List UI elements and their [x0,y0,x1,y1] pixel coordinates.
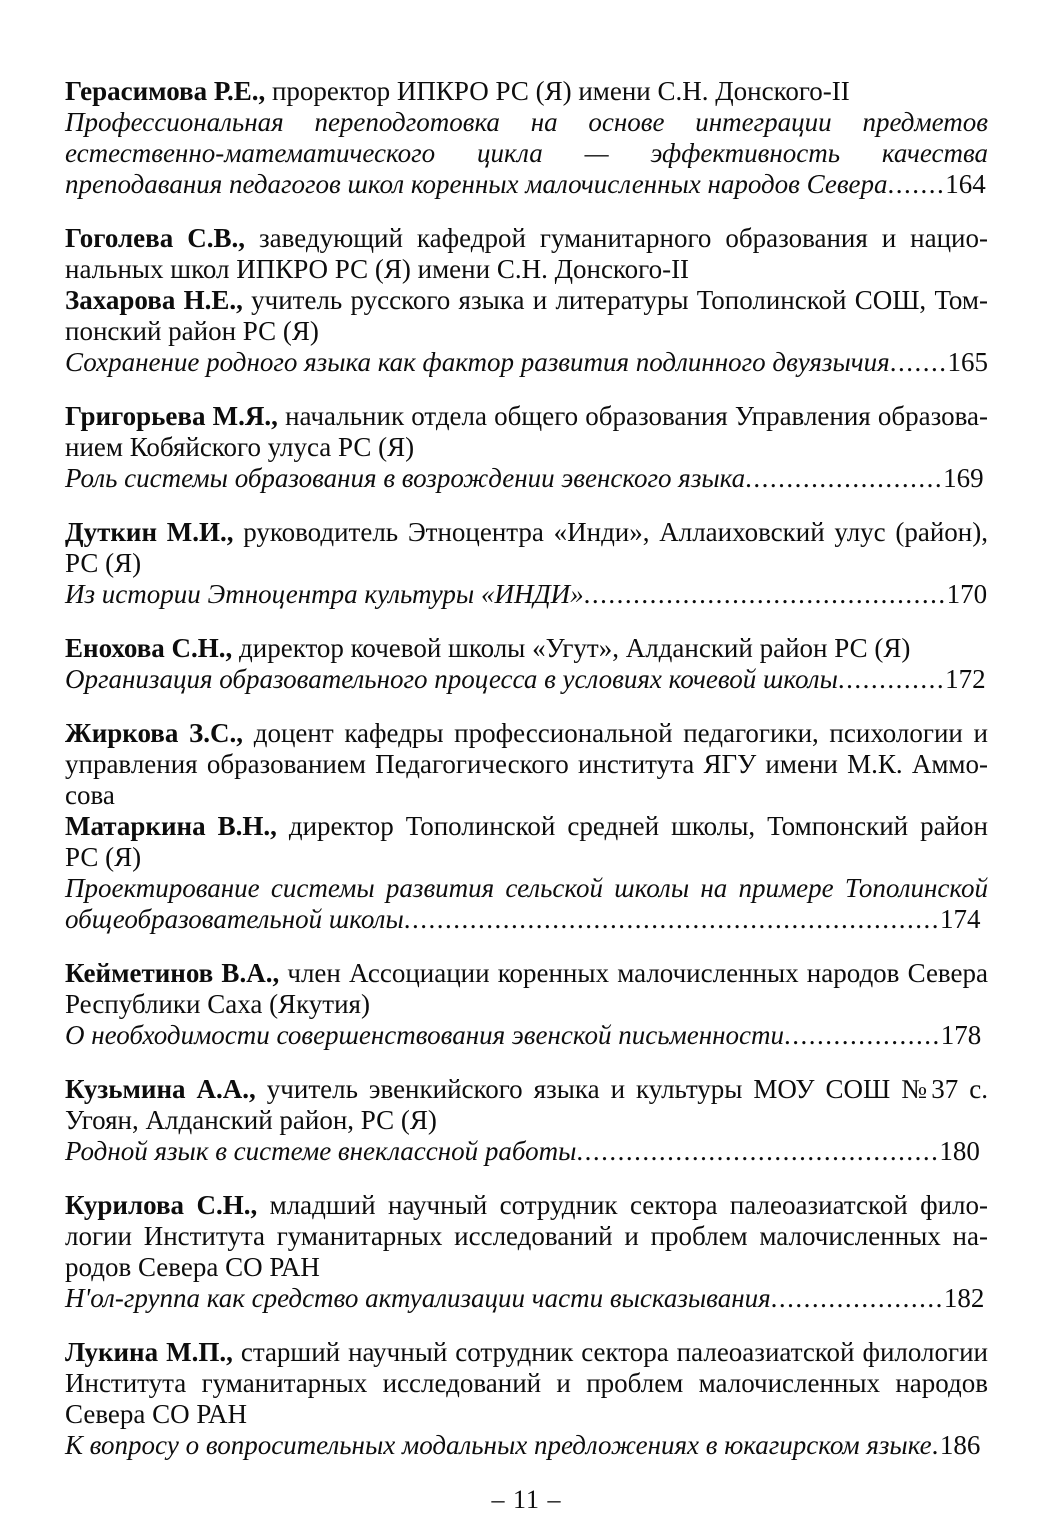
entry-title-line [65,579,988,610]
author-role: начальник отдела общего образования Управления образованием Кобяйского улуса РС (Я) [65,401,988,462]
entry-page-number: 165 [947,347,988,377]
author-name: Григорьева М.Я., [65,401,278,431]
author-role: старший научный сотрудник сектора палеоазиатской филологии Института гуманитарных исследований и проблем малочисленных народов Севера СО РАН [65,1337,988,1429]
entry-page-number: 186 [939,1430,981,1460]
author-name: Захарова Н.Е., [65,285,243,315]
author-name: Дуткин М.И., [65,517,234,547]
author-line [65,811,988,873]
author-line [65,517,988,579]
entry-title: Организация образовательного процесса в условиях кочевой школы [65,664,838,694]
dot-leader: ..................... [770,1283,944,1313]
toc-entry [65,1337,988,1461]
entry-title: Роль системы образования в возрождении эвенского языка [65,463,746,493]
author-line [65,633,988,664]
author-line [65,223,988,285]
author-role: проректор ИПКРО РС (Я) имени С.Н. Донского-II [265,76,850,106]
dot-leader: ........................ [745,463,944,493]
toc-entry [65,401,988,494]
dot-leader: ................................................................. [403,904,940,934]
author-line [65,718,988,811]
dot-leader: ............................................ [576,1136,940,1166]
entry-page-number: 182 [943,1283,985,1313]
author-name: Лукина М.П., [65,1337,233,1367]
author-role: заведующий кафедрой гуманитарного образования и национальных школ ИПКРО РС (Я) имени С.Н. Донского-II [65,223,989,284]
toc-entry [65,517,988,610]
entry-title: Из истории Этноцентра культуры «ИНДИ» [65,579,584,609]
author-name: Енохова С.Н., [65,633,233,663]
entry-title: Профессиональная переподготовка на основе интеграции предметов естественно-математического цикла — эффективность качества преподавания педагогов школ коренных малочисленных народов Севера [65,107,988,199]
dot-leader: ................... [783,1020,941,1050]
entry-page-number: 164 [945,169,986,199]
author-name: Гоголева С.В., [65,223,245,253]
toc-entry [65,718,988,935]
toc-entry [65,76,988,200]
author-role: руководитель Этноцентра «Инди», Аллаиховский улус (район), РС (Я) [65,517,988,578]
entry-page-number: 178 [940,1020,982,1050]
author-role: учитель эвенкийского языка и культуры МОУ СОШ №37 с. Угоян, Алданский район, РС (Я) [65,1074,988,1135]
author-name: Кейметинов В.А., [65,958,280,988]
author-line [65,1190,988,1283]
author-name: Курилова С.Н., [65,1190,258,1220]
entry-title: Проектирование системы развития сельской школы на примере Тополинской общеобразовательной школы [65,873,988,934]
toc-page [65,76,988,1515]
author-name: Герасимова Р.Е., [65,76,266,106]
toc-entry [65,958,988,1051]
entry-title: Родной язык в системе внеклассной работы [65,1136,577,1166]
author-role: директор Тополинской средней школы, Томпонский район РС (Я) [65,811,988,872]
dot-leader: . [931,1430,940,1460]
entry-title-line [65,463,988,494]
entry-title-line [65,107,988,200]
toc-entry [65,223,988,378]
entry-title-line [65,664,988,695]
toc-list [65,76,988,1461]
dot-leader: ....... [887,169,946,199]
entry-page-number: 174 [939,904,981,934]
author-role: доцент кафедры профессиональной педагогики, психологии и управления образованием Педагогического института ЯГУ имени М.К. Аммосова [65,718,988,810]
entry-page-number: 170 [946,579,988,609]
page-number-footer: – 11 – [491,1485,562,1514]
entry-title: О необходимости совершенствования эвенской письменности [65,1020,784,1050]
entry-title-line [65,873,988,935]
author-line [65,1337,988,1430]
entry-title: Н'ол-группа как средство актуализации части высказывания [65,1283,771,1313]
entry-title-line [65,347,988,378]
page-footer [65,1484,988,1515]
author-line [65,285,988,347]
dot-leader: ............................................ [583,579,947,609]
author-line [65,76,988,107]
author-role: младший научный сотрудник сектора палеоазиатской филологии Института гуманитарных исследований и проблем малочисленных народов Севера СО РАН [65,1190,988,1282]
toc-entry [65,1190,988,1314]
entry-title-line [65,1283,988,1314]
entry-page-number: 169 [943,463,984,493]
entry-title-line [65,1136,988,1167]
author-line [65,958,988,1020]
author-role: директор кочевой школы «Угут», Алданский район РС (Я) [232,633,911,663]
dot-leader: ....... [889,347,948,377]
dot-leader: ............. [837,664,946,694]
entry-page-number: 172 [945,664,986,694]
toc-entry [65,633,988,695]
toc-entry [65,1074,988,1167]
entry-title: Сохранение родного языка как фактор развития подлинного двуязычия [65,347,890,377]
author-role: член Ассоциации коренных малочисленных народов Севера Республики Саха (Якутия) [65,958,988,1019]
author-role: учитель русского языка и литературы Тополинской СОШ, Томпонский район РС (Я) [65,285,988,346]
entry-title-line [65,1430,988,1461]
author-line [65,401,988,463]
entry-title-line [65,1020,988,1051]
author-name: Кузьмина А.А., [65,1074,256,1104]
entry-title: К вопросу о вопросительных модальных предложениях в юкагирском языке [65,1430,932,1460]
author-line [65,1074,988,1136]
author-name: Жиркова З.С., [65,718,244,748]
entry-page-number: 180 [939,1136,980,1166]
author-name: Матаркина В.Н., [65,811,277,841]
